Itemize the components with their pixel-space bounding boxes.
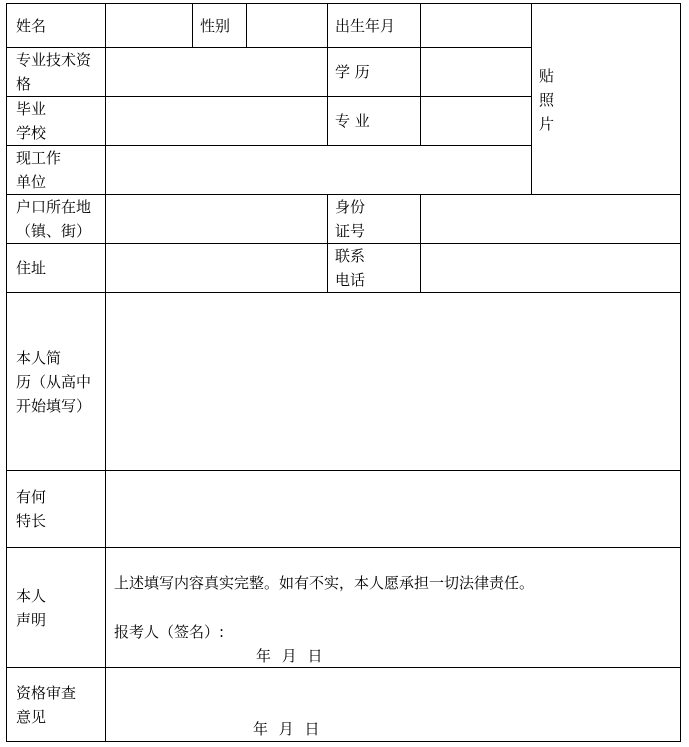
id-label: 身份 证号 [335, 198, 366, 240]
id-field[interactable] [421, 195, 680, 243]
review-date: 年 月 日 [253, 720, 320, 738]
gender-field[interactable] [247, 4, 327, 47]
name-field[interactable] [106, 4, 192, 47]
major-field[interactable] [421, 97, 531, 145]
review-label: 资格审查 意见 [16, 683, 77, 726]
resume-field[interactable] [106, 293, 680, 470]
birth-label: 出生年月 [335, 16, 396, 35]
photo-label: 贴 照 片 [539, 67, 555, 133]
workplace-field[interactable] [106, 146, 531, 194]
major-label: 专 业 [335, 112, 370, 130]
hukou-field[interactable] [106, 195, 327, 243]
skills-label: 有何 特长 [16, 488, 47, 530]
education-field[interactable] [421, 48, 531, 96]
declaration-text: 上述填写内容真实完整。如有不实，本人愿承担一切法律责任。 [114, 574, 535, 592]
skills-field[interactable] [106, 471, 680, 547]
signature-label: 报考人（签名）: [114, 623, 225, 641]
address-field[interactable] [106, 244, 327, 292]
hukou-label: 户口所在地 （镇、街） [16, 198, 92, 240]
declaration-label: 本人 声明 [16, 586, 47, 629]
education-label: 学 历 [335, 63, 370, 81]
phone-field[interactable] [421, 244, 680, 292]
school-field[interactable] [106, 97, 327, 145]
photo-box[interactable] [532, 4, 680, 194]
resume-label: 本人简 历（从高中 开始填写） [16, 348, 92, 415]
signature-field[interactable] [330, 615, 530, 643]
birth-field[interactable] [421, 4, 531, 47]
declaration-date: 年 月 日 [256, 647, 323, 665]
name-label: 姓名 [16, 16, 47, 35]
phone-label: 联系 电话 [335, 247, 366, 289]
gender-label: 性别 [200, 16, 231, 35]
title-label: 专业技术资 格 [16, 51, 92, 93]
address-label: 住址 [16, 259, 47, 277]
review-field[interactable] [106, 668, 680, 718]
workplace-label: 现工作 单位 [16, 149, 62, 191]
school-label: 毕业 学校 [16, 100, 47, 142]
title-field[interactable] [106, 48, 327, 96]
